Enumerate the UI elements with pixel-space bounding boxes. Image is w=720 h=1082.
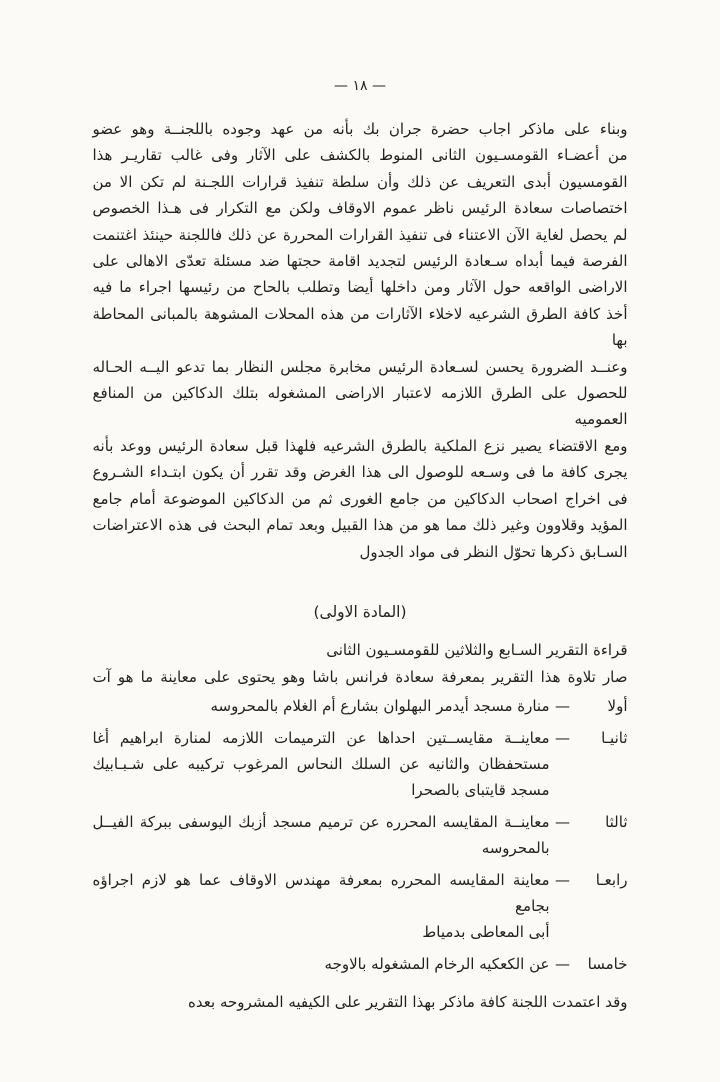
item-dash: — bbox=[555, 696, 570, 715]
item-dash: — bbox=[555, 870, 570, 889]
item-line: منارة مسجد أيدمر البهلوان بشارع أم الغلام بالمحروسه bbox=[210, 696, 550, 715]
list-item bbox=[93, 867, 628, 945]
body-line: الاراضى الواقعه حول الآثار ومن داخلها أيضا وتطلب بالحاح من رئيسها اجراء ما فيه bbox=[92, 278, 628, 297]
intro-line: قراءة التقرير السـابع والثلاثين للقومسـيون الثانى bbox=[326, 640, 628, 659]
item-dash: — bbox=[555, 954, 570, 973]
item-line: أبى المعاطى بدمياط bbox=[422, 922, 550, 941]
item-label: ثالثا bbox=[605, 812, 628, 831]
item-label: ثانيـا bbox=[601, 728, 628, 747]
item-line: معاينة المقايسه المحرره بمعرفة مهندس الاوقاف عما هو لازم اجراؤه بجامع bbox=[92, 870, 550, 915]
item-label: أولا bbox=[607, 696, 628, 715]
list-item bbox=[93, 951, 628, 977]
list-item bbox=[93, 693, 628, 719]
body-line: من أعضـاء القومسـيون الثانى المنوط بالكشف على الآثار وفى غالب تقاريـر هذا bbox=[92, 146, 628, 165]
item-dash: — bbox=[555, 812, 570, 831]
body-line: وبناء على ماذكر اجاب حضرة جران بك بأنه من عهد وجوده باللجنــة وهو عضو bbox=[92, 120, 628, 138]
report-intro bbox=[93, 637, 628, 691]
item-label: رابعـا bbox=[595, 870, 628, 889]
body-line: القومسيون أبدى التعريف عن ذلك وأن سلطة تنفيذ قرارات اللجـنة لم تكن الا من bbox=[92, 172, 628, 191]
body-line: فى اخراج اصحاب الدكاكين من جامع الغورى ثم من الدكاكين الموضوعة أمام جامع bbox=[92, 489, 628, 508]
item-line: عن الكعكيه الرخام المشغوله بالاوجه bbox=[324, 954, 550, 973]
item-line: معاينــة المقايسه المحرره عن ترميم مسجد أزبك اليوسفى ببركة الفيــل bbox=[92, 812, 550, 831]
item-label: خامسا bbox=[587, 954, 628, 973]
item-line: مسجد قايتباى بالصحرا bbox=[411, 780, 550, 799]
body-line: السـابق ذكرها تحوّل النظر فى مواد الجدول bbox=[359, 542, 628, 561]
item-line: بالمحروسه bbox=[481, 838, 550, 857]
body-line: لم يحصل لغاية الآن الاعتناء فى تنفيذ القرارات المحررة عن ذلك فاللجنة حينئذ اغتنمت bbox=[92, 225, 628, 244]
item-text bbox=[93, 951, 550, 977]
body-line: ومع الاقتضاء يصير نزع الملكية بالطرق الشرعيه فلهذا قبل سعادة الرئيس ووعد بأنه bbox=[92, 436, 628, 455]
body-paragraph bbox=[93, 116, 628, 565]
body-line: للحصول على الطرق اللازمه لاعتبار الاراضى المشغوله بتلك الدكاكين من المنافع العموميه bbox=[92, 384, 628, 429]
page-number: — ١٨ — bbox=[334, 78, 386, 94]
section-heading: (المادة الاولى) bbox=[313, 602, 407, 621]
item-text bbox=[93, 867, 550, 945]
body-line: المؤيد وقلاوون وغير ذلك مما هو من هذا القبيل وبعد تمام البحث فى هذه الاعتراضات bbox=[92, 516, 628, 535]
list-item bbox=[93, 725, 628, 803]
page-body bbox=[93, 0, 628, 1015]
body-line: وعنــد الضرورة يحسن لسـعادة الرئيس مخابرة مجلس النظار بما تدعو اليــه الحـاله bbox=[92, 357, 628, 376]
body-line: أخذ كافة الطرق الشرعيه لاخلاء الآثارات من هذه المحلات المشوهة بالمبانى المحاطة بها bbox=[92, 304, 628, 350]
body-line: اختصاصات سعادة الرئيس ناظر عموم الاوقاف ولكن مع التكرار فى هـذا الخصوص bbox=[92, 199, 628, 218]
body-line: يجرى كافة ما فى وسـعه للوصول الى هذا الغرض وقد تقرر أن يكون ابتـداء الشـروع bbox=[92, 463, 628, 482]
intro-line: صار تلاوة هذا التقرير بمعرفة سعادة فرانس باشا وهو يحتوى على معاينة ما هو آت bbox=[92, 667, 628, 686]
item-text bbox=[93, 809, 550, 861]
item-text bbox=[93, 693, 550, 719]
item-line: مستحفظان والثانيه عن السلك النحاس المرغوب تركيبه على شـبـابيك bbox=[92, 754, 550, 773]
closing-line: وقد اعتمدت اللجنة كافة ماذكر بهذا التقرير على الكيفيه المشروحه بعده bbox=[188, 992, 628, 1011]
item-dash: — bbox=[555, 728, 570, 747]
inspection-list bbox=[93, 693, 628, 977]
item-text bbox=[93, 725, 550, 803]
list-item bbox=[93, 809, 628, 861]
body-line: الفرصة فيما أبداه سـعادة الرئيس لتجديد اقامة حجتها ضد مسئلة تعدّى الاهالى على bbox=[92, 252, 628, 271]
item-line: معاينــة مقايســتين احداها عن الترميمات اللازمه لمنارة ابراهيم أغا bbox=[92, 728, 550, 747]
